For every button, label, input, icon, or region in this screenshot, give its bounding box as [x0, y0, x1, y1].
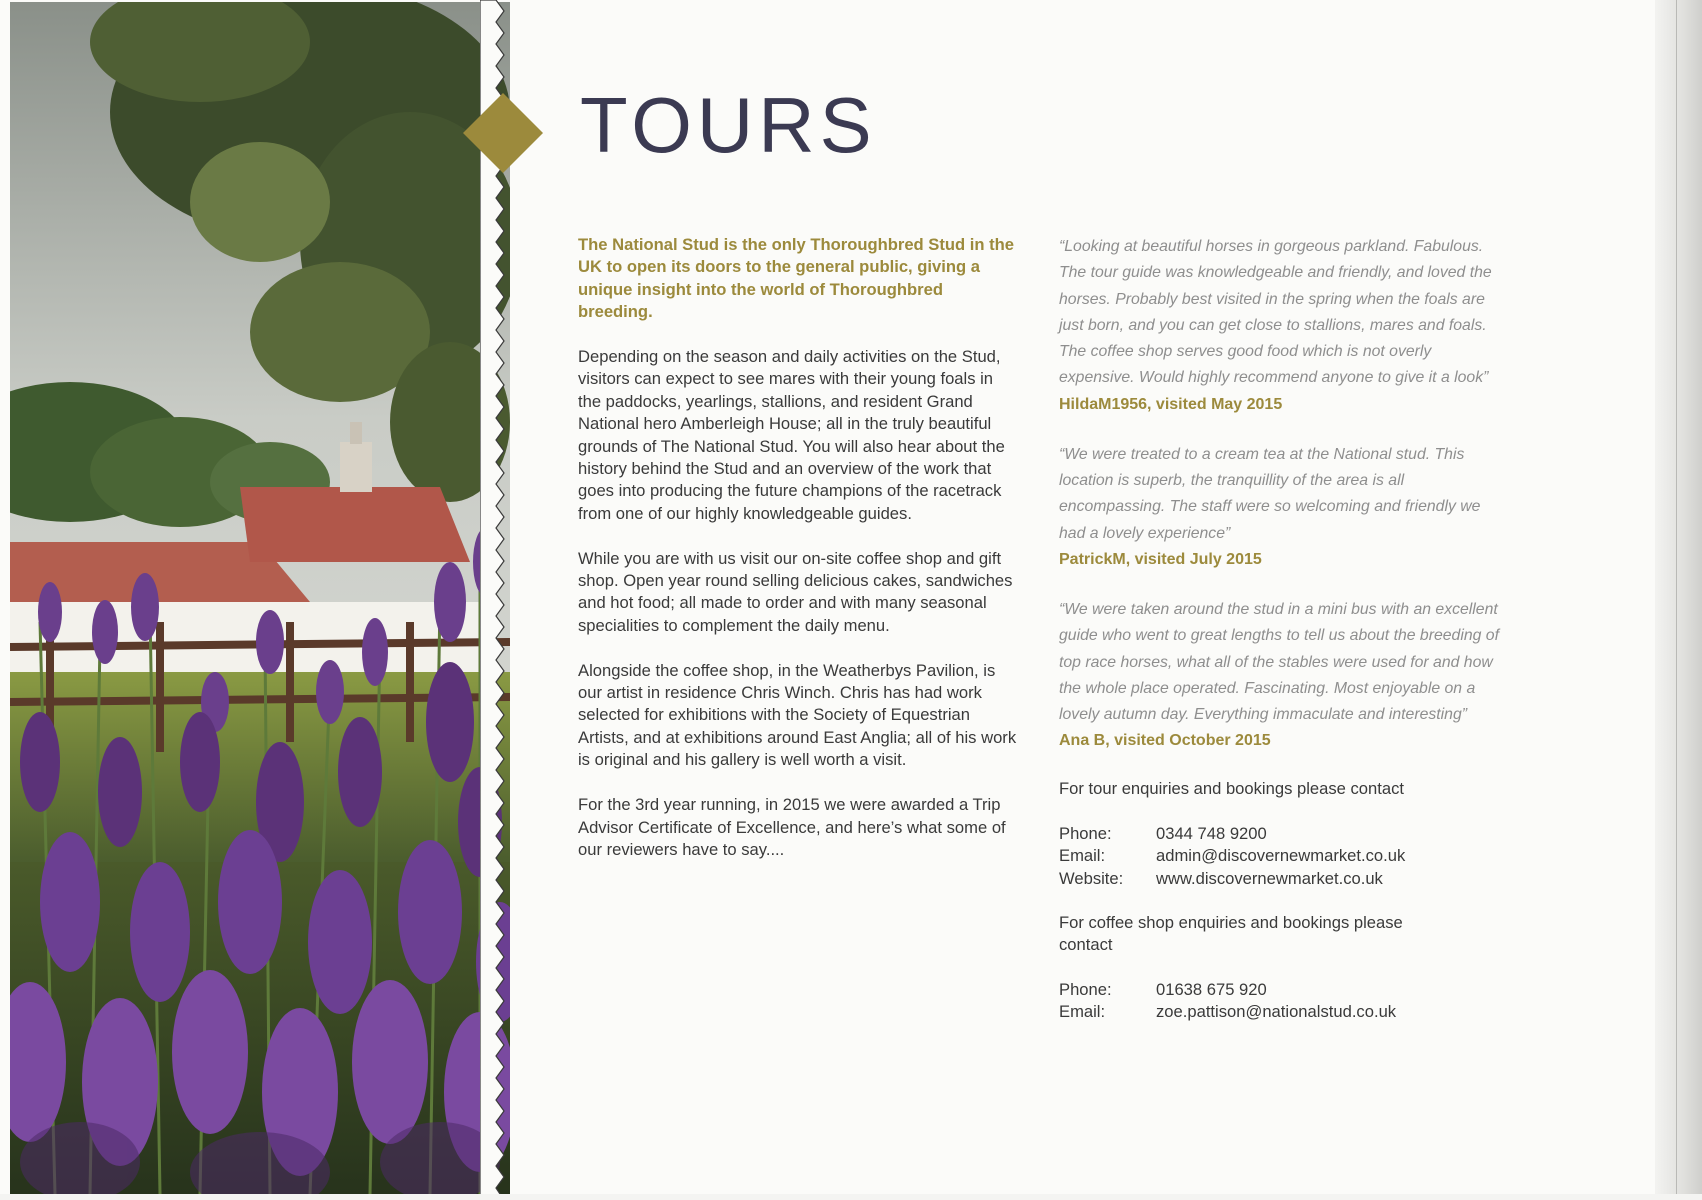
zigzag-border — [480, 0, 516, 1200]
website-label: Website: — [1059, 868, 1124, 888]
coffee-shop-phone-number[interactable]: 01638 675 920 — [1156, 979, 1267, 999]
body-paragraph: For the 3rd year running, in 2015 we were awarded a Trip Advisor Certificate of Excellence, and here’s what some of our reviewers have to say.... — [578, 795, 1006, 859]
tour-email-link[interactable]: admin@discovernewmarket.co.uk — [1156, 846, 1406, 866]
phone-label: Phone: — [1059, 823, 1112, 843]
lavender-photo — [10, 2, 510, 1194]
reviews-column — [1059, 234, 1509, 1036]
body-paragraph: Depending on the season and daily activities on the Stud, visitors can expect to see mares with their young foals in the paddocks, yearlings, stallions, and resident Grand National hero Amberleigh House; all in the truly beautiful grounds of The National Stud. You will also hear about the history behind the Stud and an overview of the work that goes into producing the future champions of the racetrack from one of our highly knowledgeable guides. — [578, 347, 1005, 523]
page-spine-shadow — [1655, 0, 1702, 1200]
body-paragraph: Alongside the coffee shop, in the Weatherbys Pavilion, is our artist in residence Chris Winch. Chris has had work selected for exhibitions with the Society of Equestrian Artists, and at exhibitions around East Anglia; all of his work is original and his gallery is well worth a visit. — [578, 660, 1017, 770]
review-quote: “Looking at beautiful horses in gorgeous parkland. Fabulous. The tour guide was knowledgeable and friendly, and loved the horses. Probably best visited in the spring when the foals are just born, and you can get close to stallions, mares and foals. The coffee shop serves good food which is not overly expensive. Would highly recommend anyone to give it a look” — [1059, 238, 1492, 387]
review-quote: “We were treated to a cream tea at the National stud. This location is superb, the tranquillity of the area is all encompassing. The staff were so welcoming and friendly we had a lovely experience” — [1059, 445, 1481, 542]
coffee-shop-contact-heading: For coffee shop enquiries and bookings please contact — [1059, 913, 1403, 955]
coffee-shop-contact-details — [1059, 979, 1509, 1024]
intro-column — [578, 234, 1018, 884]
reviewer-name: Ana B, visited October 2015 — [1059, 732, 1271, 750]
intro-paragraph: The National Stud is the only Thoroughbred Stud in the UK to open its doors to the general public, giving a unique insight into the world of Thoroughbred breeding. — [578, 235, 1015, 322]
tour-contact-heading: For tour enquiries and bookings please contact — [1059, 779, 1404, 799]
page-title: TOURS — [580, 81, 877, 169]
reviewer-name: HildaM1956, visited May 2015 — [1059, 395, 1283, 413]
coffee-shop-email-link[interactable]: zoe.pattison@nationalstud.co.uk — [1156, 1002, 1397, 1022]
tour-phone-number[interactable]: 0344 748 9200 — [1156, 823, 1267, 843]
page-edge-line — [1676, 0, 1677, 1200]
page-bottom-edge — [0, 1194, 1702, 1200]
tour-contact-details — [1059, 823, 1509, 890]
body-paragraph: While you are with us visit our on-site coffee shop and gift shop. Open year round selling delicious cakes, sandwiches and hot food; all made to order and with many seasonal specialities to complement the daily menu. — [578, 548, 1013, 635]
email-label: Email: — [1059, 846, 1106, 866]
accent-diamond — [463, 93, 543, 173]
phone-label: Phone: — [1059, 979, 1112, 999]
reviewer-name: PatrickM, visited July 2015 — [1059, 550, 1262, 568]
review-quote: “We were taken around the stud in a mini bus with an excellent guide who went to great lengths to tell us about the breeding of top race horses, what all of the stables were used for and how the whole place operated. Fascinating. Most enjoyable on a lovely autumn day. Everything immaculate and interesting” — [1059, 600, 1499, 724]
tour-website-link[interactable]: www.discovernewmarket.co.uk — [1156, 868, 1383, 888]
email-label: Email: — [1059, 1002, 1106, 1022]
